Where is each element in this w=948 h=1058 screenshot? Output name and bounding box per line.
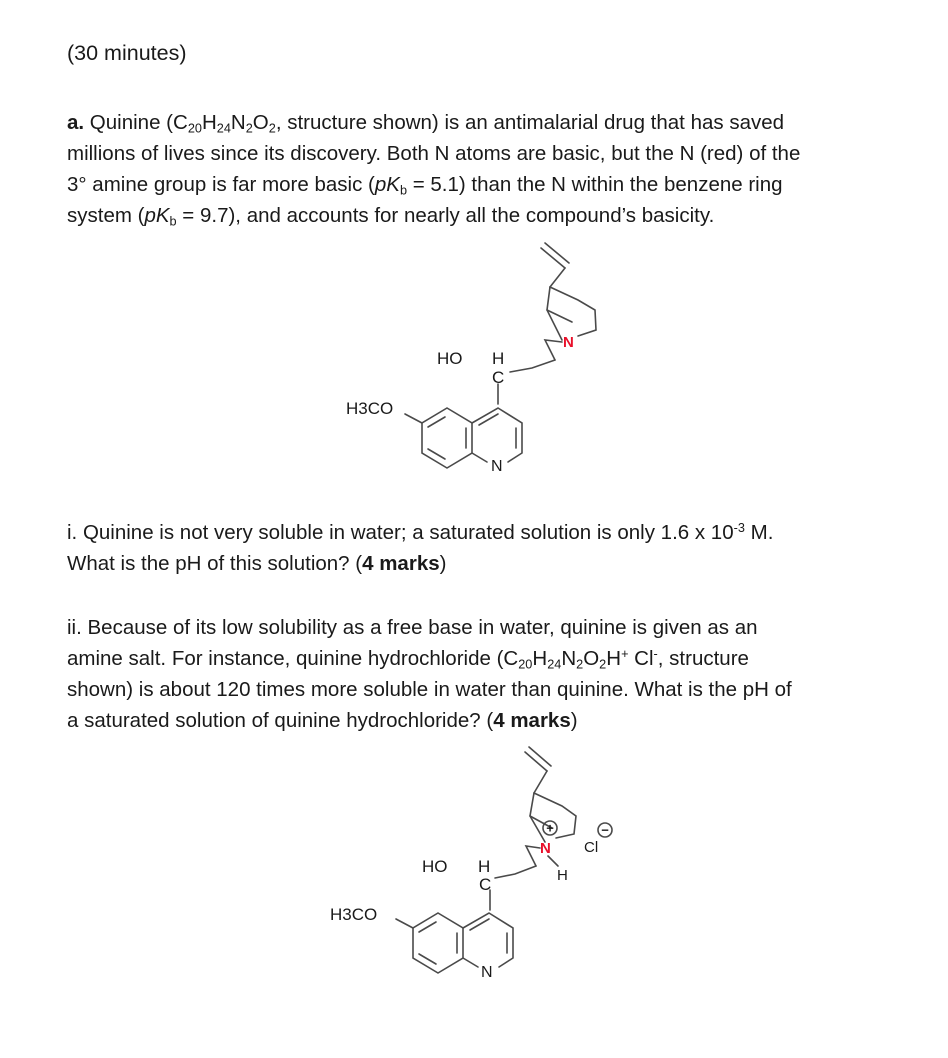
methoxy-bond [396, 919, 413, 928]
part-a-line-2: millions of lives since its discovery. Both N atoms are basic, but the N (red) of the [67, 142, 801, 165]
formula-cl: Cl [628, 647, 654, 670]
formula-c: C [173, 111, 188, 134]
c-label: C [479, 875, 492, 894]
part-a-line-3b: = 5.1) than the N within the benzene ring [407, 173, 783, 196]
question-i-line-2a: What is the pH of this solution? ( [67, 552, 363, 575]
h-label: H [492, 349, 505, 368]
amine-n-label: N [563, 334, 574, 351]
question-ii-line-4b: ) [570, 709, 578, 732]
formula-hplus: H [606, 647, 622, 670]
plus-sign: + [621, 646, 629, 662]
benzene-ring [413, 913, 463, 973]
vinyl-bond [534, 771, 547, 793]
pkb-symbol: pK [144, 204, 170, 227]
pkb-subscript: b [399, 182, 408, 198]
h-label: H [478, 857, 491, 876]
chain-bond [495, 866, 536, 878]
cage-bond [526, 846, 540, 866]
formula-h: H [532, 647, 548, 670]
amine-n-label: N [540, 840, 551, 857]
part-a-line-1-tail: , structure shown) is an antimalarial drug that has saved [275, 111, 785, 134]
c-label: C [492, 368, 505, 387]
minus-sign: - [653, 646, 658, 662]
double-bond [470, 919, 489, 930]
h3co-label: H3CO [346, 399, 394, 418]
ho-label: HO [422, 857, 448, 876]
pyridine-ring [463, 958, 478, 967]
question-i-line-1b: M. [744, 521, 774, 544]
formula-h-count: 24 [216, 120, 231, 136]
formula-c-count: 20 [518, 656, 533, 672]
question-i-line-1a: i. Quinine is not very soluble in water; a saturated solution is only 1.6 x 10 [67, 521, 734, 544]
h3co-label: H3CO [330, 905, 378, 924]
formula-c-count: 20 [187, 120, 202, 136]
question-i-line-2b: ) [439, 552, 447, 575]
chloride-label: Cl [584, 839, 599, 856]
ring-n-label: N [481, 964, 493, 981]
marks-label: 4 marks [493, 709, 571, 732]
ring-n-label: N [491, 458, 503, 475]
formula-n-count: 2 [576, 656, 584, 672]
nh-h-label: H [557, 867, 568, 884]
question-ii-line-4a: a saturated solution of quinine hydrochloride? ( [67, 709, 494, 732]
question-ii-line-1: ii. Because of its low solubility as a free base in water, quinine is given as an [67, 616, 758, 639]
formula-o-count: 2 [599, 656, 607, 672]
formula-n: N [561, 647, 577, 670]
page-title: (30 minutes) [67, 41, 187, 65]
part-a-label: a. [67, 111, 85, 134]
formula-n: N [230, 111, 246, 134]
marks-label: 4 marks [362, 552, 440, 575]
question-ii-line-2b: , structure [657, 647, 749, 670]
formula-o: O [252, 111, 269, 134]
formula-h: H [201, 111, 217, 134]
minus-charge: − [601, 822, 609, 838]
part-a-line-4a: system ( [67, 204, 145, 227]
formula-c: C [503, 647, 519, 670]
pkb-subscript: b [169, 213, 177, 229]
cage-bond [534, 793, 576, 838]
vinyl-bond [529, 747, 551, 766]
formula-o: O [583, 647, 600, 670]
formula-h-count: 24 [547, 656, 562, 672]
part-a-line-4b: = 9.7), and accounts for nearly all the compound’s basicity. [176, 204, 715, 227]
vinyl-bond [525, 752, 547, 771]
nh-bond [548, 856, 558, 866]
plus-charge: + [546, 820, 554, 836]
formula-n-count: 2 [245, 120, 253, 136]
ho-label: HO [437, 349, 463, 368]
pyridine-ring [463, 913, 513, 967]
part-a-line-3a: 3° amine group is far more basic ( [67, 173, 375, 196]
exponent: -3 [733, 520, 745, 536]
part-a-intro: Quinine ( [84, 111, 173, 134]
pkb-symbol: pK [374, 173, 400, 196]
formula-o-count: 2 [268, 120, 276, 136]
question-ii-line-3: shown) is about 120 times more soluble in water than quinine. What is the pH of [67, 678, 792, 701]
question-ii-line-2a: amine salt. For instance, quinine hydrochloride ( [67, 647, 504, 670]
